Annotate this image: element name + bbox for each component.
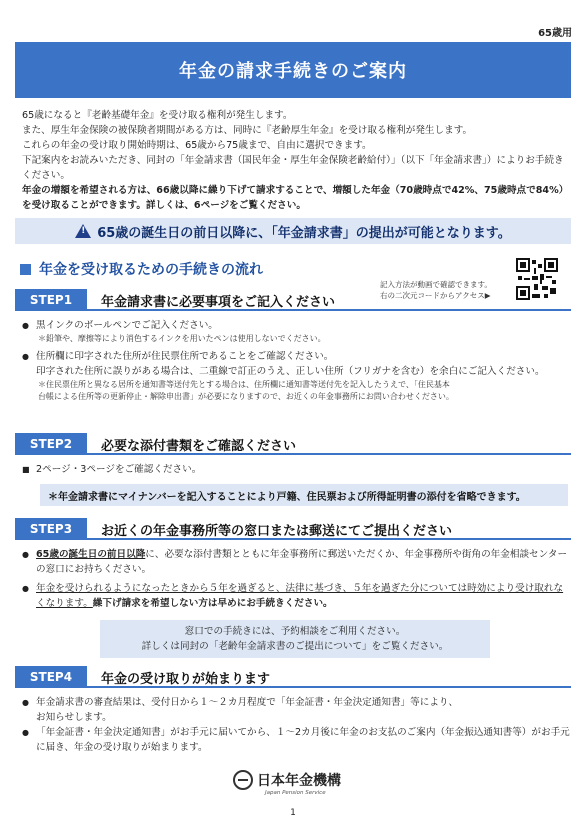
- step2-title: 必要な添付書類をご確認ください: [101, 439, 297, 454]
- page-title: 年金の請求手続きのご案内: [15, 42, 571, 98]
- page-number: 1: [290, 808, 296, 818]
- intro-line: 下記案内をお読みいただき、同封の「年金請求書（国民年金・厚生年金保険老齢給付）」（以下「年金請求書」）によりお手続きください。: [22, 155, 564, 181]
- step1-badge: STEP1: [15, 289, 87, 311]
- reservation-info-box: [100, 620, 490, 658]
- square-bullet-icon: [20, 264, 31, 275]
- section-heading: [20, 259, 263, 279]
- step2-header: [15, 433, 571, 455]
- step3-bullet: [22, 547, 572, 577]
- step3-bullet-text: に、必要な添付書類とともに年金事務所に郵送いただくか、年金事務所や街角の年金相談センターの窓口にお持ちください。: [36, 549, 568, 575]
- mynumber-note: ＊年金請求書にマイナンバーを記入することにより戸籍、住民票および所得証明書の添付を省略できます。: [40, 484, 568, 506]
- step1-header: [15, 289, 571, 311]
- step1-bullet: ● 住所欄に印字された住所が住民票住所であることをご確認ください。: [22, 349, 572, 364]
- intro-line: また、厚生年金保険の被保険者期間がある方は、同時に『老齢厚生年金』を受け取る権利が発生します。: [22, 125, 473, 136]
- step4-bullet: ● 「年金証書・年金決定通知書」がお手元に届いてから、１～2カ月後に年金のお支払のご案内（年金振込通知書等）がお手元に届き、年金の受け取りが始まります。: [22, 725, 572, 755]
- step1-note: 台帳による住所等の更新停止・解除申出書」が必要になりますので、お近くの年金事務所にお問い合わせください。: [38, 392, 454, 401]
- step3-bullet-text: により受け取れなくなります。: [36, 583, 564, 609]
- step2-bullet: ■ 2ページ・3ページをご確認ください。: [22, 462, 572, 477]
- jps-emblem-icon: [233, 770, 253, 790]
- step4-header: [15, 666, 571, 688]
- step2-body: [22, 462, 572, 477]
- step3-title: お近くの年金事務所等の窓口または郵送にてご提出ください: [101, 524, 453, 539]
- age-tag: 65歳用: [538, 28, 572, 39]
- logo-subtitle: Japan Pension Service: [265, 790, 326, 796]
- info-line: 詳しくは同封の「老齢年金請求書のご提出について」をご覧ください。: [141, 641, 449, 652]
- step1-bullet-cont: 印字された住所に誤りがある場合は、二重線で訂正のうえ、正しい住所（フリガナを含む）を余白にご記入ください。: [36, 366, 545, 377]
- step3-header: [15, 518, 571, 540]
- step1-note: ＊住民票住所と異なる居所を通知書等送付先とする場合は、住所欄に通知書等送付先を記入したうえで、「住民基本: [38, 380, 450, 389]
- qr-note-line: 右の二次元コードからアクセス▶: [380, 291, 491, 300]
- step4-bullet-cont: お知らせします。: [36, 712, 112, 723]
- step4-bullet: ● 年金請求書の審査結果は、受付日から１～２カ月程度で「年金証書・年金決定通知書」等により、: [22, 695, 572, 710]
- alert-text: 65歳の誕生日の前日以降に、「年金請求書」の提出が可能となります。: [97, 225, 511, 241]
- info-line: 窓口での手続きには、予約相談をご利用ください。: [184, 626, 406, 637]
- step3-badge: STEP3: [15, 518, 87, 540]
- alert-banner: [15, 218, 571, 244]
- step3-bullet-text: 繰下げ請求を希望しない方は早めにお手続きください。: [92, 598, 333, 609]
- step4-title: 年金の受け取りが始まります: [101, 672, 271, 687]
- logo-name: 日本年金機構: [257, 773, 341, 789]
- jps-logo: [233, 770, 341, 796]
- step4-badge: STEP4: [15, 666, 87, 688]
- section-title: 年金を受け取るための手続きの流れ: [39, 262, 263, 278]
- warning-icon: [75, 224, 91, 238]
- qr-note-line: 記入方法が動画で確認できます。: [380, 280, 492, 289]
- step3-bullet: [22, 581, 572, 611]
- step3-body: [22, 547, 572, 611]
- step1-bullet: ● 黒インクのボールペンでご記入ください。: [22, 318, 572, 333]
- step1-title: 年金請求書に必要事項をご記入ください: [101, 295, 336, 310]
- step3-bullet-text: 年金を受けられるようになったときから５年を過ぎると、法律に基づき、５年を過ぎた分については時効: [36, 583, 487, 594]
- step4-body: [22, 695, 572, 755]
- intro-line: これらの年金の受け取り開始時期は、65歳から75歳まで、自由に選択できます。: [22, 140, 372, 151]
- step2-badge: STEP2: [15, 433, 87, 455]
- intro-line: 65歳になると『老齢基礎年金』を受け取る権利が発生します。: [22, 110, 293, 121]
- step1-body: [22, 318, 572, 403]
- step1-note: ＊鉛筆や、摩擦等により消色するインクを用いたペンは使用しないでください。: [38, 334, 326, 343]
- intro-deferral-note: 年金の増額を希望される方は、66歳以降に繰り下げて請求することで、増額した年金（70歳時点で42%、75歳時点で84%）を受け取ることができます。詳しくは、6ページをご覧ください。: [22, 185, 569, 211]
- step3-emphasis: 65歳の誕生日の前日以降: [36, 549, 146, 560]
- intro-text: [22, 108, 572, 213]
